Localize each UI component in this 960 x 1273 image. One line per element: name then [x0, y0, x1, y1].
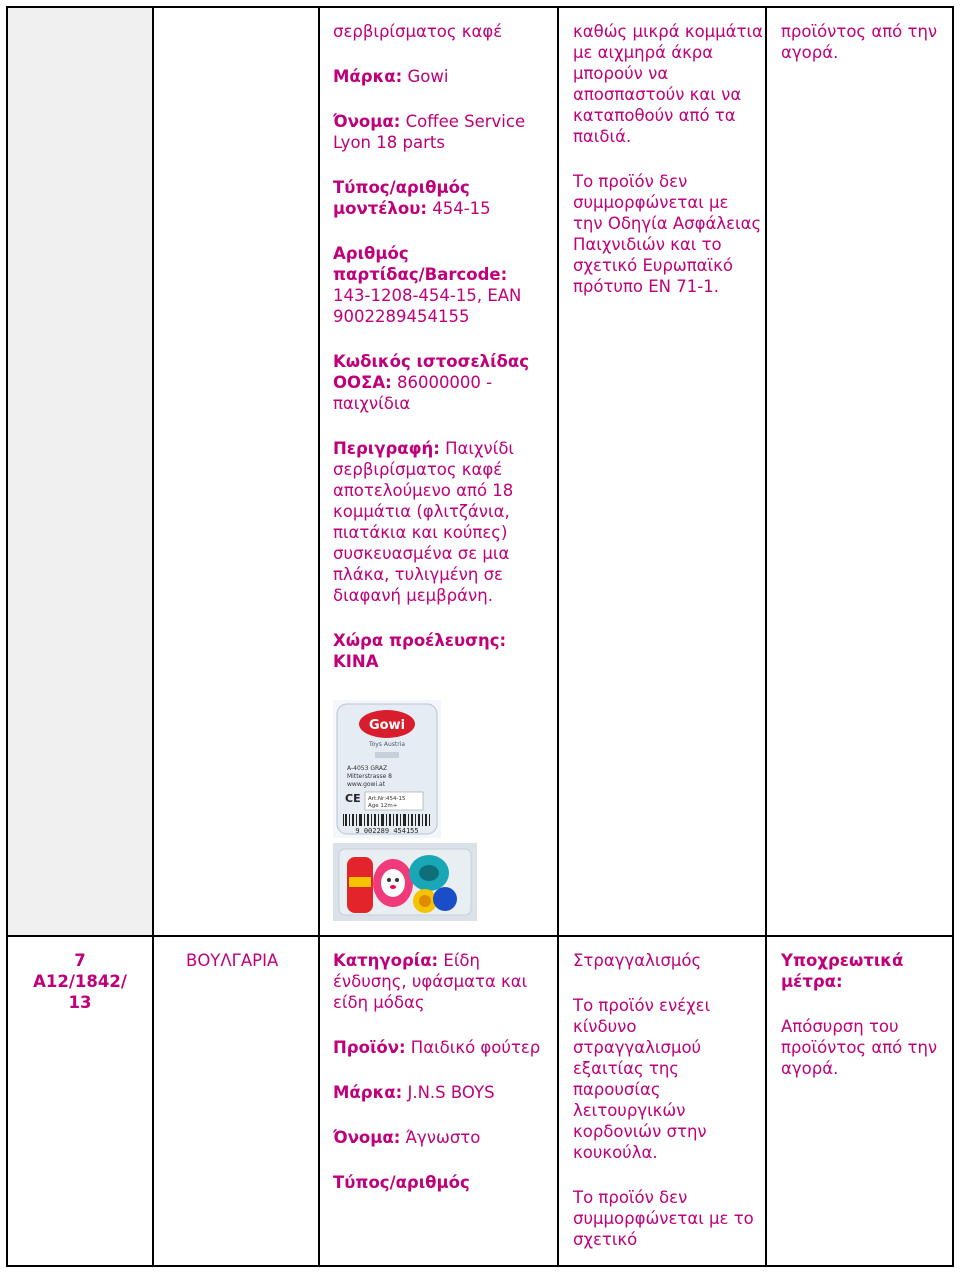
row-number: 7: [74, 951, 86, 970]
product-continued: σερβιρίσματος καφέ: [333, 22, 503, 41]
table-col-divider-2: [318, 6, 320, 1267]
name-entry: [333, 111, 548, 153]
table-col-divider-1: [152, 6, 154, 1267]
table-row-divider: [6, 935, 954, 937]
measures-label-text: Υποχρεωτικά μέτρα:: [781, 951, 904, 991]
category-value: Είδη ένδυσης, υφάσματα και είδη μόδας: [333, 951, 528, 1012]
package-age: Age 12m+: [368, 803, 398, 809]
row7-number-cell: [8, 950, 152, 1013]
measures-continued: προϊόντος από την αγορά.: [781, 22, 938, 62]
category-entry: [333, 950, 548, 1013]
category-label: Κατηγορία:: [333, 951, 439, 970]
toy-coffee-set-photo: [333, 843, 477, 921]
risk-description: Το προϊόν ενέχει κίνδυνο στραγγαλισμού εξαιτίας της παρουσίας λειτουργικών κορδονιών στην κουκούλα.: [573, 996, 711, 1162]
description-label: Περιγραφή:: [333, 439, 440, 458]
description-entry: [333, 438, 548, 606]
risk-compliance-note: Το προϊόν δεν συμμορφώνεται με το σχετικό: [573, 1188, 754, 1249]
risk-description-continued: καθώς μικρά κομμάτια με αιχμηρά άκρα μπορούν να αποσπαστούν και να καταποθούν από τα παιδιά.: [573, 22, 763, 146]
origin-entry: [333, 630, 548, 672]
table-border-right: [952, 6, 954, 1267]
name-value: Coffee Service Lyon 18 parts: [333, 112, 526, 152]
oecd-label: Κωδικός ιστοσελίδας ΟΟΣΑ:: [333, 352, 529, 392]
risk-type: Στραγγαλισμός: [573, 951, 702, 970]
batch-label: Αριθμός παρτίδας/Barcode:: [333, 244, 508, 284]
row6-measures-cell: [781, 21, 946, 63]
reference-code-line-2: 13: [68, 993, 92, 1012]
row7-risk-cell: [573, 950, 763, 1250]
row6-number-cell-shade: [7, 7, 153, 936]
model-entry: [333, 1172, 548, 1193]
product-package-photo: [333, 700, 441, 838]
name-value: Άγνωστο: [400, 1128, 481, 1147]
table-border-left: [6, 6, 8, 1267]
origin-value: ΚΙΝΑ: [333, 652, 379, 671]
measures-label: [781, 950, 946, 992]
package-website: www.gowi.at: [347, 781, 386, 788]
oecd-entry: [333, 351, 548, 414]
package-barcode-number: 9 002289 454155: [355, 827, 419, 835]
row7-measures-cell: [781, 950, 946, 1079]
model-label: Τύπος/αριθμός μοντέλου:: [333, 178, 470, 218]
batch-entry: [333, 243, 548, 327]
notifying-country: ΒΟΥΛΓΑΡΙΑ: [186, 951, 279, 970]
table-border-bottom: [6, 1265, 954, 1267]
package-article-number: Art.Nr:454-15: [368, 796, 406, 802]
brand-label: Μάρκα:: [333, 1083, 403, 1102]
risk-compliance-note: Το προϊόν δεν συμμορφώνεται με την Οδηγία Ασφάλειας Παιχνιδιών και το σχετικό Ευρωπαϊκό πρότυπο EN 71-1.: [573, 172, 762, 296]
row7-country-cell: [186, 950, 316, 971]
package-tagline: Toys Austria: [368, 741, 406, 748]
batch-value: 143-1208-454-15, EAN 9002289454155: [333, 286, 522, 326]
oecd-value: 86000000 - παιχνίδια: [333, 373, 493, 413]
measures-value: Απόσυρση του προϊόντος από την αγορά.: [781, 1017, 938, 1078]
model-value: 454-15: [426, 199, 491, 218]
model-label: Τύπος/αριθμός: [333, 1173, 470, 1192]
brand-value: J.N.S BOYS: [402, 1083, 495, 1102]
row6-product-cell: [333, 21, 548, 672]
model-entry: [333, 177, 548, 219]
product-label: Προϊόν:: [333, 1038, 406, 1057]
table-border-top: [6, 6, 954, 8]
package-address-1: A-4053 GRAZ: [347, 765, 388, 772]
row6-risk-cell: [573, 21, 763, 297]
name-label: Όνομα:: [333, 1128, 401, 1147]
table-col-divider-3: [557, 6, 559, 1267]
table-col-divider-4: [765, 6, 767, 1267]
brand-value: Gowi: [402, 67, 449, 86]
package-illustration: [333, 700, 441, 838]
row7-product-cell: [333, 950, 548, 1193]
name-label: Όνομα:: [333, 112, 401, 131]
package-ce-mark: CE: [345, 792, 361, 805]
brand-entry: [333, 1082, 548, 1103]
package-brand: Gowi: [368, 718, 406, 733]
reference-code-line-1: A12/1842/: [33, 972, 127, 991]
brand-label: Μάρκα:: [333, 67, 403, 86]
package-address-2: Mitterstrasse 8: [347, 773, 392, 780]
origin-label: Χώρα προέλευσης:: [333, 631, 507, 650]
toy-set-illustration: [333, 843, 477, 921]
name-entry: [333, 1127, 548, 1148]
description-value: Παιχνίδι σερβιρίσματος καφέ αποτελούμενο από 18 κομμάτια (φλιτζάνια, πιατάκια και κούπες) συσκευασμένα σε μια πλάκα, τυλιγμένη σε διαφανή μεμβράνη.: [333, 439, 514, 605]
product-value: Παιδικό φούτερ: [405, 1038, 541, 1057]
brand-entry: [333, 66, 548, 87]
product-entry: [333, 1037, 548, 1058]
